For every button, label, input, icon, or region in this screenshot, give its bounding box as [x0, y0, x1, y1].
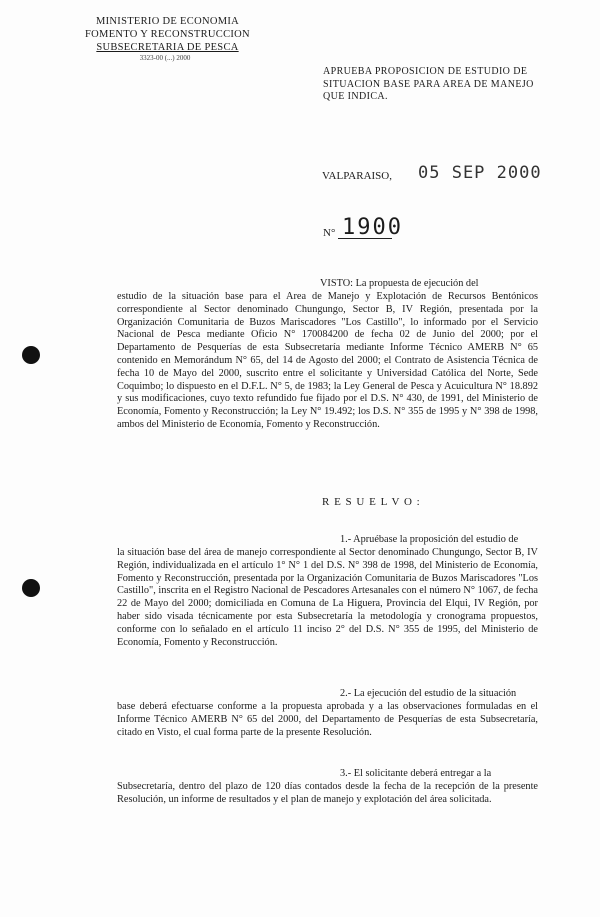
file-reference: 3323-00 (...) 2000 — [139, 54, 191, 62]
number-label: N° — [323, 227, 336, 239]
subject: APRUEBA PROPOSICION DE ESTUDIO DE SITUACION BASE PARA AREA DE MANEJO QUE INDICA. — [323, 66, 534, 102]
visto-paragraph: estudio de la situación base para el Area de Manejo y Explotación de Recursos Bentónicos correspondiente al Sector denominado Chungungo, Sector B, IV Región, presentada por la Organización Comunitaria de Buzos Mariscadores "Los Castillo", lo informado por el Servicio Nacional de Pesca mediante Oficio N° 170084200 de fecha 02 de Junio del 2000; por el Departamento de Pesquerías de esta Subsecretaría mediante Informe Técnico AMERB N° 65 contenido en Memorándum N° 65, del 14 de Agosto del 2000; el Contrato de Asistencia Técnica de fecha 10 de Mayo del 2000, suscrito entre el solicitante y Universidad Católica del Norte, Sede Coquimbo; lo dispuesto en el D.F.L. N° 5, de 1983; la Ley General de Pesca y Acuicultura N° 18.892 y sus modificaciones, cuyo texto refundido fue fijado por el D.S. N° 430, de 1991, del Ministerio de Economía, Fomento y Reconstrucción; la Ley N° 19.492; los D.S. N° 355 de 1995 y N° 398 de 1998, ambos del Ministerio de Economía, Fomento y Reconstrucción. — [117, 291, 538, 430]
resolution-1-first-line: 1.- Apruébase la proposición del estudio de — [340, 534, 519, 545]
punch-hole-bottom — [22, 579, 40, 597]
date-stamp: 05 SEP 2000 — [418, 163, 542, 183]
resuelvo-heading: R E S U E L V O : — [322, 496, 421, 508]
visto-first-line: VISTO: La propuesta de ejecución del — [320, 278, 479, 289]
ministry-line-3: SUBSECRETARIA DE PESCA — [96, 42, 239, 53]
resolution-3-paragraph: Subsecretaría, dentro del plazo de 120 días contados desde la fecha de la recepción de la presente Resolución, un informe de resultados y el plan de manejo y explotación del área solicitada. — [117, 781, 538, 805]
punch-hole-top — [22, 346, 40, 364]
place: VALPARAISO, — [322, 170, 392, 182]
resolution-2-first-line: 2.- La ejecución del estudio de la situación — [340, 688, 517, 699]
ministry-line-2: FOMENTO Y RECONSTRUCCION — [85, 29, 250, 40]
number-value: 1900 — [342, 215, 403, 240]
ministry-line-1: MINISTERIO DE ECONOMIA — [95, 16, 240, 27]
resolution-3-first-line: 3.- El solicitante deberá entregar a la — [340, 768, 492, 779]
resolution-1-paragraph: la situación base del área de manejo correspondiente al Sector denominado Chungungo, Sector B, IV Región, individualizada en el artículo 1° N° 1 del D.S. N° 398 de 1998, del Ministerio de Economía, Fomento y Reconstrucción, presentada por la Organización Comunitaria de Buzos Mariscadores "Los Castillo", inscrita en el Registro Nacional de Pescadores Artesanales con el número N° 1067, de fecha 22 de Mayo del 2000; domiciliada en Comuna de La Higuera, Provincia del Elqui, IV Región, por haber sido visada técnicamente por esta Subsecretaría la metodología y cronograma propuestos, conforme con lo señalado en el artículo 11 inciso 2° del D.S. N° 355 de 1995, del Ministerio de Economía, Fomento y Reconstrucción. — [117, 547, 538, 648]
resolution-2-paragraph: base deberá efectuarse conforme a la propuesta aprobada y a las observaciones formuladas en el Informe Técnico AMERB N° 65 del 2000, del Departamento de Pesquerías de esta Subsecretaría, citado en Visto, el cual forma parte de la presente Resolución. — [117, 701, 538, 738]
number-underline — [338, 238, 392, 239]
